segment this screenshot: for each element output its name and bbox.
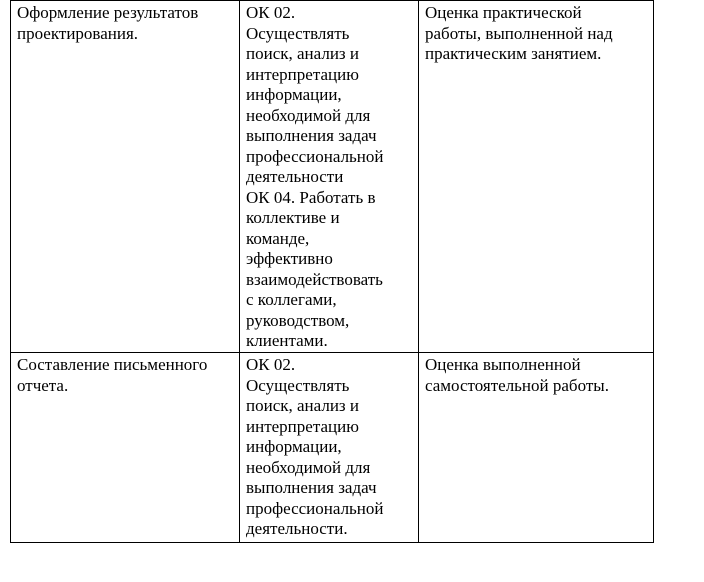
cell-text-line: проектирования. [17, 23, 139, 43]
cell-text-line: Осуществлять [246, 23, 350, 43]
cell-text-line: информации, [246, 85, 342, 104]
cell-text-line: отчета. [17, 375, 69, 395]
competency-cell [240, 353, 419, 543]
cell-text-line: коллективе и [246, 208, 340, 227]
cell-text-line: интерпретацию [246, 416, 359, 436]
cell-text-line: Оценка выполненной [425, 355, 581, 374]
cell-text-line: Оценка практической [425, 3, 582, 22]
cell-text-line: выполнения задач [246, 478, 377, 497]
cell-text-line: интерпретацию [246, 64, 359, 84]
cell-text-line: информации, [246, 437, 342, 456]
cell-text-line: эффективно [246, 249, 333, 268]
cell-text-line: самостоятельной работы. [425, 375, 609, 395]
task-cell [11, 353, 240, 543]
assessment-cell [419, 1, 654, 353]
competency-cell [240, 1, 419, 353]
cell-text-line: ОК 04. Работать в [246, 187, 376, 207]
cell-text-line: клиентами. [246, 331, 328, 350]
cell-text-line: взаимодействовать [246, 269, 383, 289]
cell-text-line: команде, [246, 228, 310, 248]
table-row [11, 353, 654, 543]
cell-text-line: ОК 02. [246, 3, 296, 22]
cell-text-line: поиск, анализ и [246, 44, 359, 63]
assessment-cell [419, 353, 654, 543]
competency-table [10, 0, 654, 543]
cell-text-line: Оформление результатов [17, 3, 199, 22]
cell-text-line: работы, выполненной над [425, 23, 613, 43]
cell-text-line: руководством, [246, 310, 350, 330]
cell-text-line: практическим занятием. [425, 44, 602, 63]
cell-text-line: необходимой для [246, 105, 371, 125]
cell-text-line: ОК 02. [246, 355, 296, 374]
cell-text-line: деятельности. [246, 519, 348, 538]
cell-text-line: с коллегами, [246, 290, 337, 309]
cell-text-line: Осуществлять [246, 375, 350, 395]
cell-text-line: деятельности [246, 167, 344, 186]
table-row [11, 1, 654, 353]
cell-text-line: необходимой для [246, 457, 371, 477]
task-cell [11, 1, 240, 353]
cell-text-line: профессиональной [246, 498, 384, 518]
cell-text-line: Составление письменного [17, 355, 208, 374]
cell-text-line: профессиональной [246, 146, 384, 166]
cell-text-line: поиск, анализ и [246, 396, 359, 415]
cell-text-line: выполнения задач [246, 126, 377, 145]
